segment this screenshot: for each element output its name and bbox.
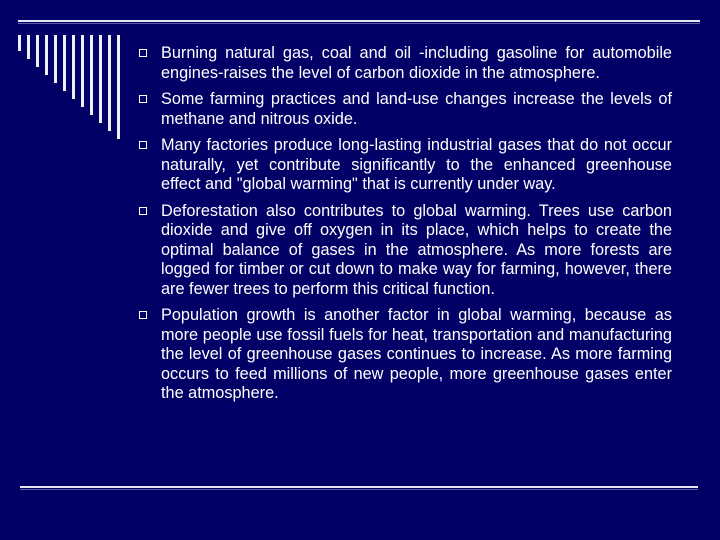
bullet-item xyxy=(138,90,672,129)
decorative-bar xyxy=(54,35,57,83)
bullet-text: Burning natural gas, coal and oil -including gasoline for automobile engines-raises the level of carbon dioxide in the atmosphere. xyxy=(161,44,672,82)
top-rule xyxy=(18,20,700,22)
decorative-bar xyxy=(45,35,48,75)
decorative-bar xyxy=(99,35,102,123)
decorative-bar xyxy=(27,35,30,59)
bullet-item xyxy=(138,306,672,404)
hollow-square-icon xyxy=(139,311,147,319)
bullet-text: Population growth is another factor in global warming, because as more people use fossil fuels for heat, transportation and manufacturing the level of greenhouse gases continues to increase. As more farming occurs to feed millions of new people, more greenhouse gases enter the atmosphere. xyxy=(161,306,672,402)
bullet-text: Many factories produce long-lasting industrial gases that do not occur naturally, yet contribute significantly to the enhanced greenhouse effect and "global warming" that is currently under way. xyxy=(161,136,672,193)
decorative-bar xyxy=(36,35,39,67)
decorative-bar xyxy=(81,35,84,107)
hollow-square-icon xyxy=(139,207,147,215)
hollow-square-icon xyxy=(139,95,147,103)
bullet-item xyxy=(138,44,672,83)
decorative-bar xyxy=(108,35,111,131)
bullet-text: Deforestation also contributes to global warming. Trees use carbon dioxide and give off oxygen in its place, which helps to create the optimal balance of gases in the atmosphere. As more forests are logged for timber or cut down to make way for farming, however, there are fewer trees to perform this critical function. xyxy=(161,201,672,298)
decorative-bar xyxy=(18,35,21,51)
decorative-bar xyxy=(117,35,120,139)
decorative-bar xyxy=(90,35,93,115)
bullet-item xyxy=(138,202,672,300)
hollow-square-icon xyxy=(139,49,147,57)
bottom-rule xyxy=(20,486,698,488)
bullet-text: Some farming practices and land-use changes increase the levels of methane and nitrous oxide. xyxy=(161,90,672,128)
bullet-list xyxy=(138,44,672,404)
decorative-bar xyxy=(72,35,75,99)
decorative-bar xyxy=(63,35,66,91)
hollow-square-icon xyxy=(139,141,147,149)
slide-body xyxy=(138,44,672,411)
bullet-item xyxy=(138,136,672,195)
